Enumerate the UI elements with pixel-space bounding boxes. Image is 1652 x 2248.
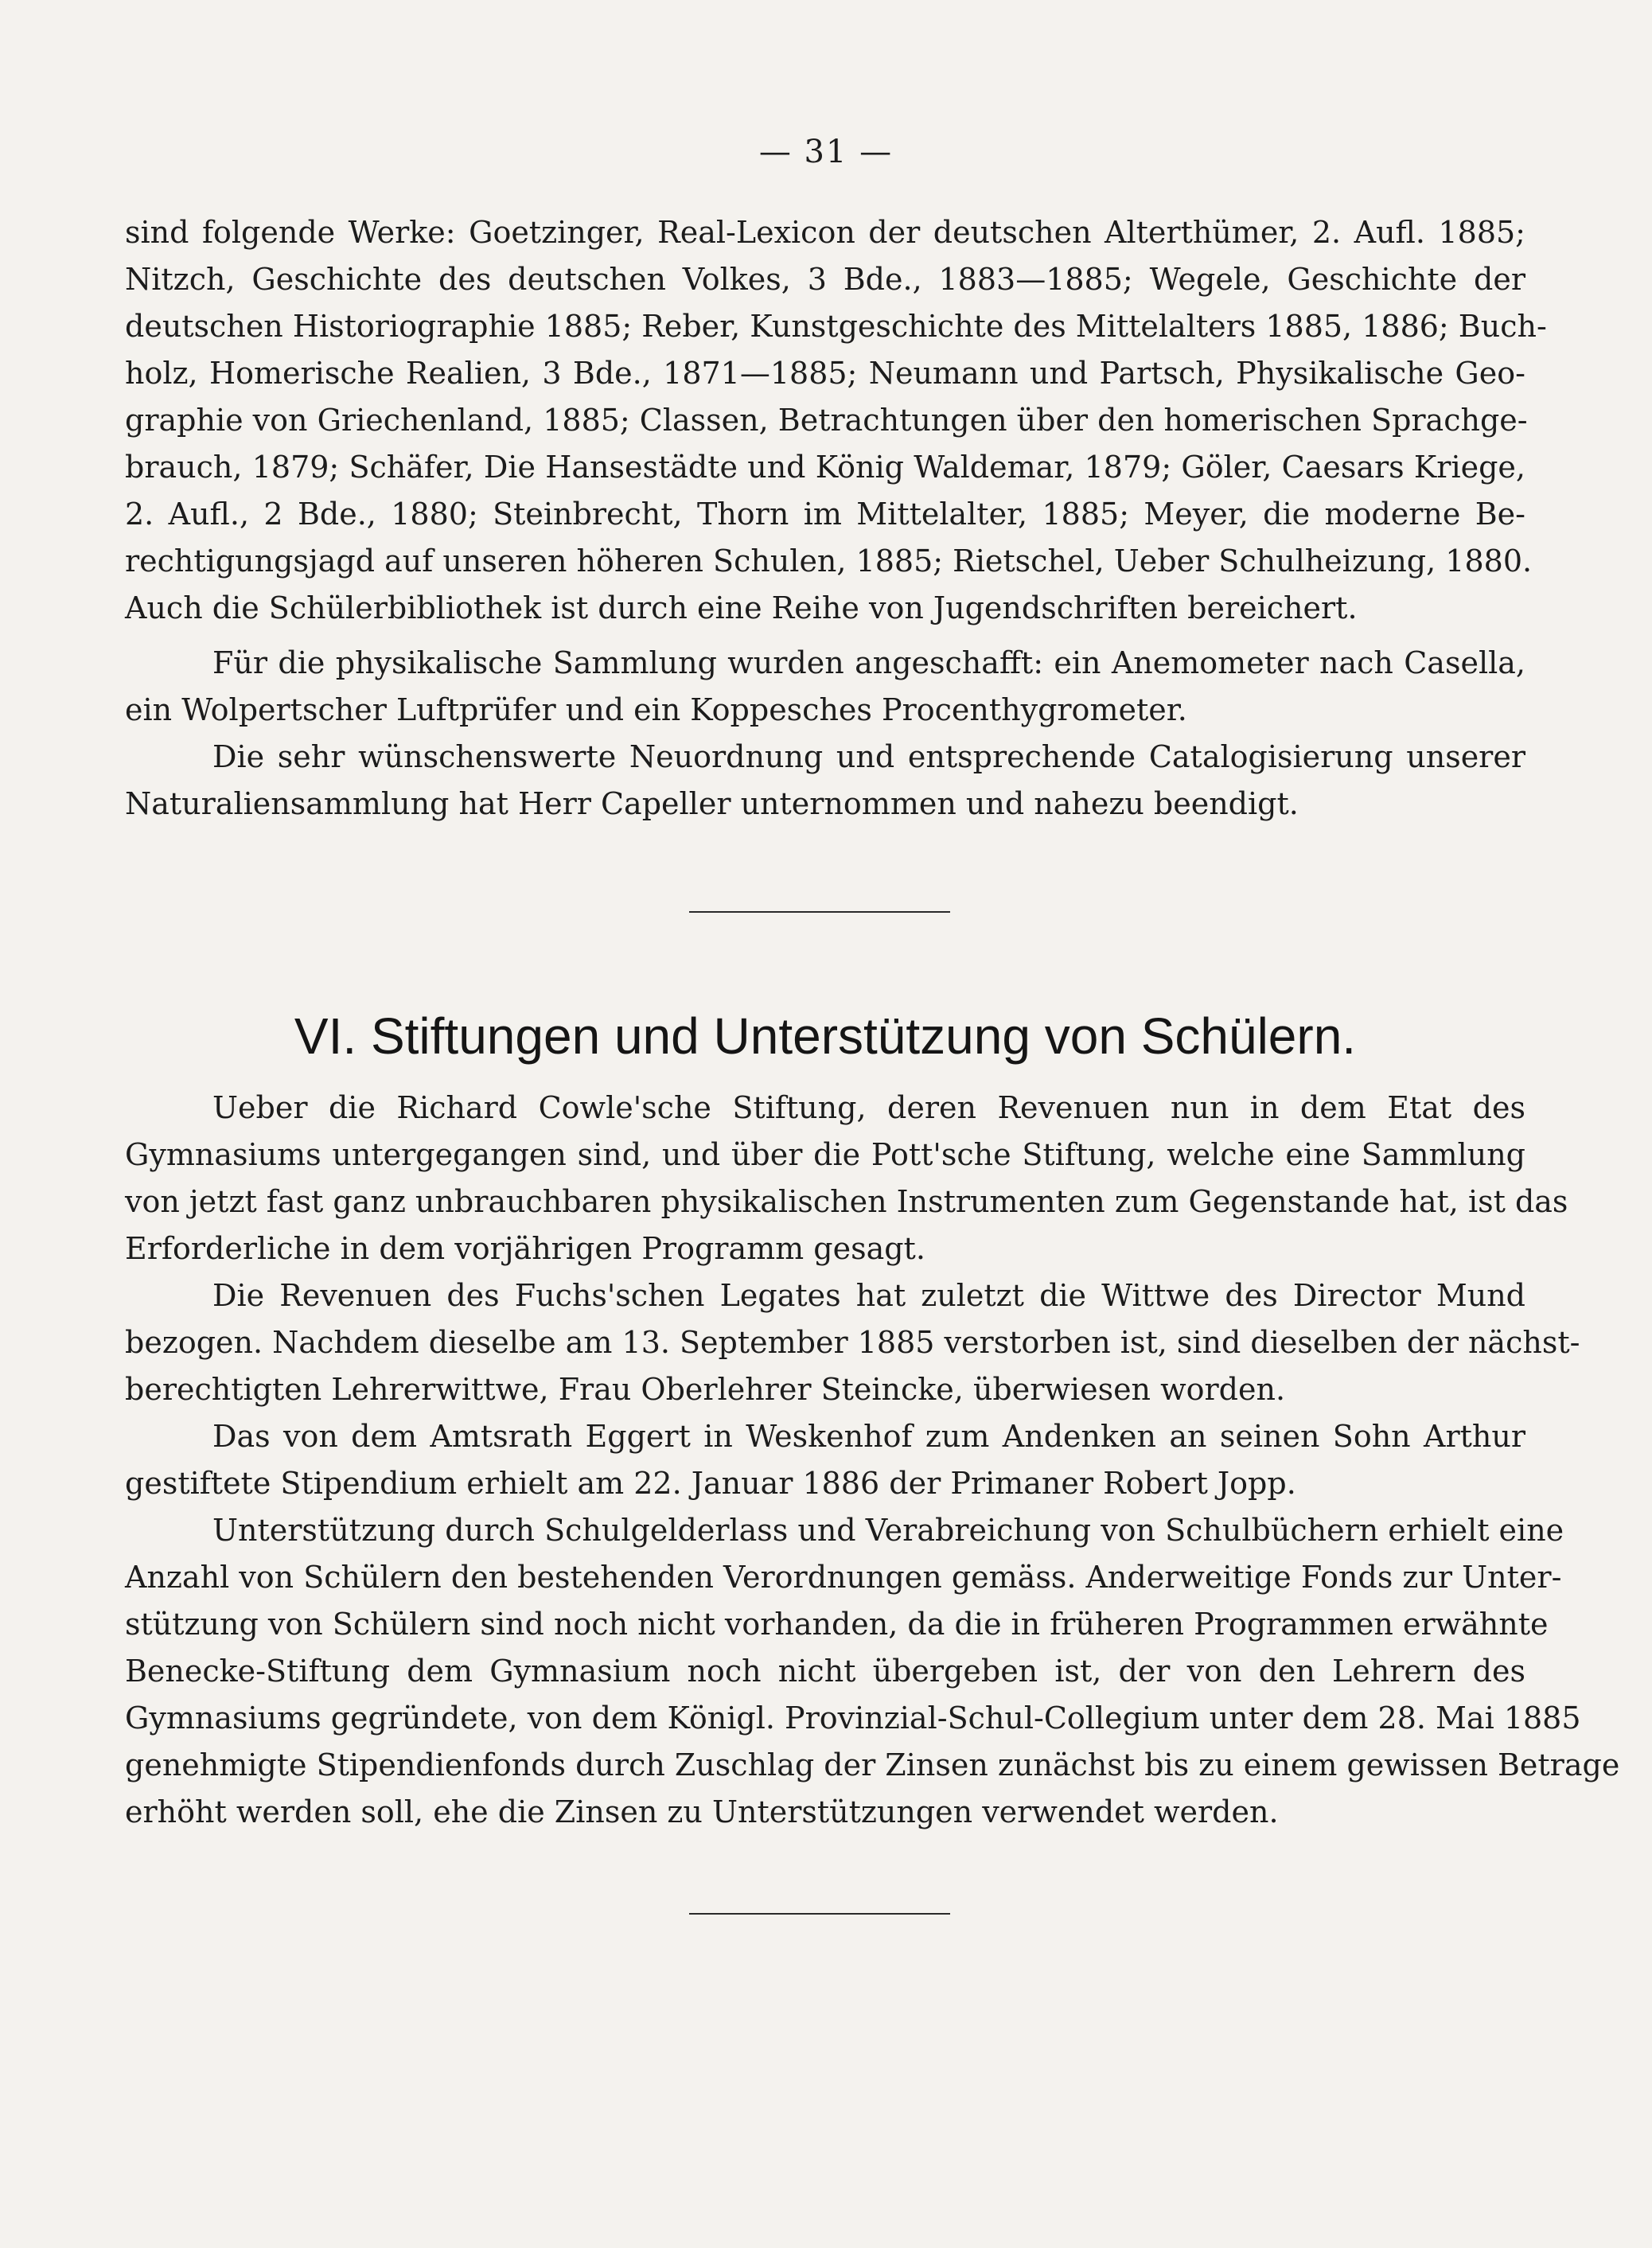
text-line: von jetzt fast ganz unbrauchbaren physikalischen Instrumenten zum Gegenstande hat, ist das <box>125 1184 1568 1219</box>
paragraph-support <box>125 1507 1620 1836</box>
text-line: Benecke-Stiftung dem Gymnasium noch nicht übergeben ist, der von den Lehrern des <box>125 1654 1525 1689</box>
text-line: Für die physikalische Sammlung wurden angeschafft: ein Anemometer nach Casella, <box>212 645 1525 680</box>
text-line: Anzahl von Schülern den bestehenden Verordnungen gemäss. Anderweitige Fonds zur Unter- <box>125 1560 1562 1595</box>
paragraph-natural-collection <box>125 734 1525 828</box>
text-line: Unterstützung durch Schulgelderlass und Verabreichung von Schulbüchern erhielt eine <box>212 1513 1564 1548</box>
paragraph-physics-collection <box>125 640 1525 734</box>
text-line: stützung von Schülern sind noch nicht vorhanden, da die in früheren Programmen erwähnte <box>125 1607 1549 1642</box>
paragraph-eggert-stipend <box>125 1413 1525 1507</box>
paragraph-cowle-pott <box>125 1085 1568 1272</box>
text-line: Die sehr wünschenswerte Neuordnung und entsprechende Catalogisierung unserer <box>212 739 1525 774</box>
separator-rule-bottom <box>689 1913 950 1915</box>
text-line: rechtigungsjagd auf unseren höheren Schulen, 1885; Rietschel, Ueber Schulheizung, 1880. <box>125 543 1533 579</box>
text-line: deutschen Historiographie 1885; Reber, Kunstgeschichte des Mittelalters 1885, 1886; Buch- <box>125 309 1547 344</box>
paragraph-library-acquisitions <box>125 209 1547 632</box>
text-line: Erforderliche in dem vorjährigen Programm gesagt. <box>125 1231 925 1266</box>
text-line: gestiftete Stipendium erhielt am 22. Januar 1886 der Primaner Robert Jopp. <box>125 1466 1296 1501</box>
separator-rule <box>689 911 950 913</box>
text-line: Die Revenuen des Fuchs'schen Legates hat zuletzt die Wittwe des Director Mund <box>212 1278 1525 1313</box>
text-line: Naturaliensammlung hat Herr Capeller unternommen und nahezu beendigt. <box>125 786 1299 821</box>
paragraph-fuchs-legacy <box>125 1272 1580 1413</box>
text-line: Gymnasiums untergegangen sind, und über die Pott'sche Stiftung, welche eine Sammlung <box>125 1137 1525 1172</box>
text-line: genehmigte Stipendienfonds durch Zuschlag der Zinsen zunächst bis zu einem gewissen Betrage <box>125 1747 1620 1782</box>
text-line: Gymnasiums gegründete, von dem Königl. Provinzial-Schul-Collegium unter dem 28. Mai 1885 <box>125 1701 1581 1736</box>
text-line: holz, Homerische Realien, 3 Bde., 1871—1885; Neumann und Partsch, Physikalische Geo- <box>125 356 1525 391</box>
text-line: graphie von Griechenland, 1885; Classen, Betrachtungen über den homerischen Sprachge- <box>125 403 1528 438</box>
page-number: — 31 — <box>758 134 894 170</box>
section-heading: VI. Stiftungen und Unterstützung von Schülern. <box>294 1007 1357 1065</box>
text-line: 2. Aufl., 2 Bde., 1880; Steinbrecht, Thorn im Mittelalter, 1885; Meyer, die moderne Be- <box>125 497 1525 532</box>
text-line: Nitzch, Geschichte des deutschen Volkes, 3 Bde., 1883—1885; Wegele, Geschichte der <box>125 262 1525 297</box>
text-line: Auch die Schülerbibliothek ist durch eine Reihe von Jugendschriften bereichert. <box>125 590 1358 625</box>
text-line: berechtigten Lehrerwittwe, Frau Oberlehrer Steincke, überwiesen worden. <box>125 1372 1286 1407</box>
text-line: Ueber die Richard Cowle'sche Stiftung, deren Revenuen nun in dem Etat des <box>212 1090 1525 1125</box>
text-line: bezogen. Nachdem dieselbe am 13. September 1885 verstorben ist, sind dieselben der nächst- <box>125 1325 1580 1360</box>
text-line: erhöht werden soll, ehe die Zinsen zu Unterstützungen verwendet werden. <box>125 1794 1279 1829</box>
text-line: brauch, 1879; Schäfer, Die Hansestädte und König Waldemar, 1879; Göler, Caesars Kriege, <box>125 450 1525 485</box>
text-line: sind folgende Werke: Goetzinger, Real-Lexicon der deutschen Alterthümer, 2. Aufl. 1885; <box>125 215 1525 250</box>
text-line: Das von dem Amtsrath Eggert in Weskenhof zum Andenken an seinen Sohn Arthur <box>212 1419 1525 1454</box>
text-line: ein Wolpertscher Luftprüfer und ein Koppesches Procenthygrometer. <box>125 692 1187 727</box>
